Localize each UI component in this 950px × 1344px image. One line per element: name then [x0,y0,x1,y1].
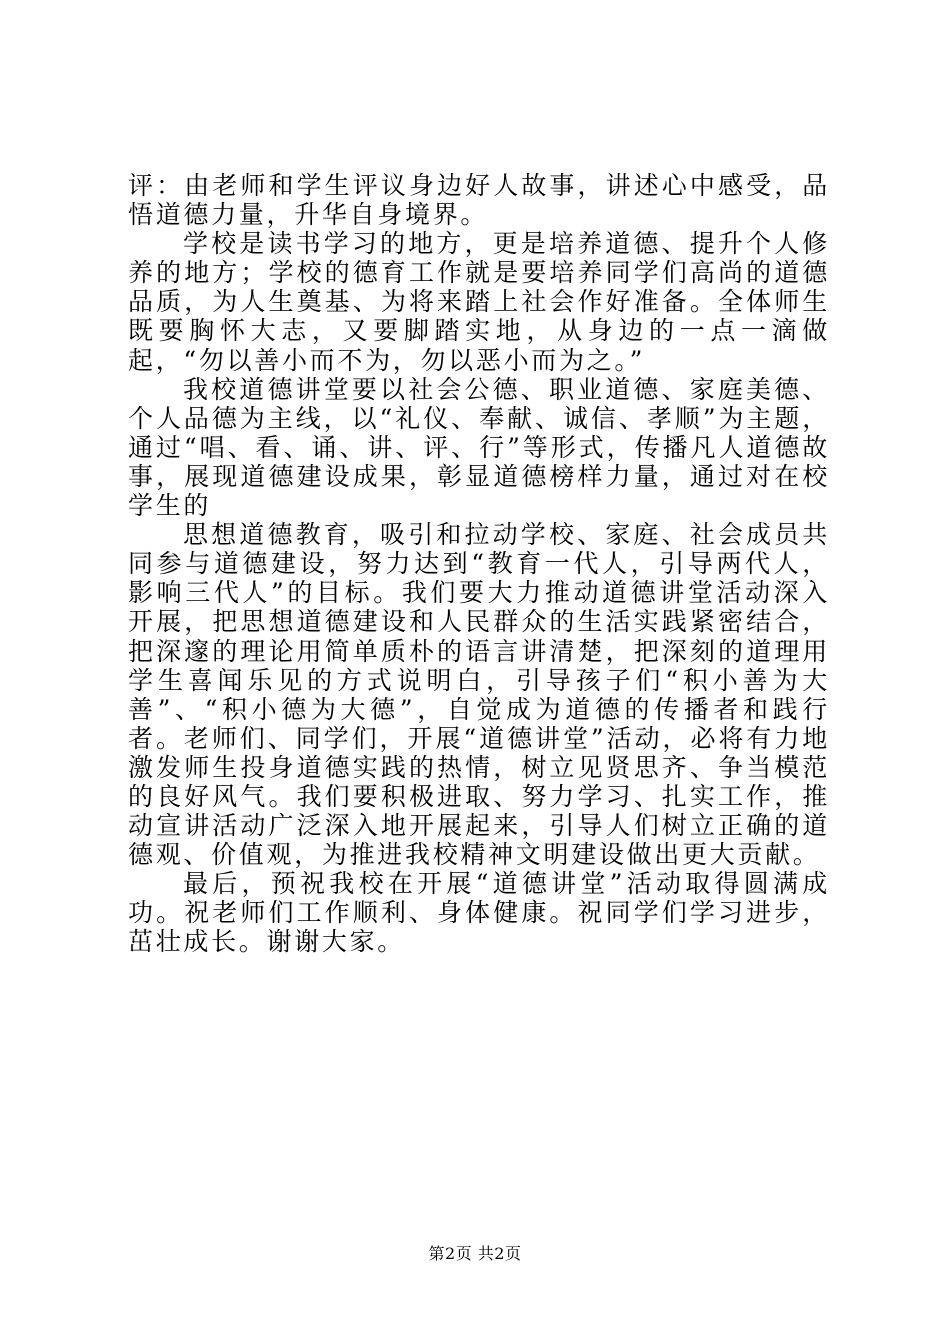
paragraph-2: 学校是读书学习的地方，更是培养道德、提升个人修养的地方；学校的德育工作就是要培养同学们高尚的道德品质，为人生奠基、为将来踏上社会作好准备。全体师生既要胸怀大志，又要脚踏实地，从身边的一点一滴做起，“勿以善小而不为，勿以恶小而为之。” [128,229,830,375]
paragraph-5: 最后，预祝我校在开展“道德讲堂”活动取得圆满成功。祝老师们工作顺利、身体健康。祝同学们学习进步，茁壮成长。谢谢大家。 [128,869,830,957]
paragraph-1: 评：由老师和学生评议身边好人故事，讲述心中感受，品悟道德力量，升华自身境界。 [128,171,830,230]
page-footer: 第2页 共2页 [428,1244,522,1263]
paragraph-4: 思想道德教育，吸引和拉动学校、家庭、社会成员共同参与道德建设，努力达到“教育一代人，引导两代人，影响三代人”的目标。我们要大力推动道德讲堂活动深入开展，把思想道德建设和人民群众的生活实践紧密结合，把深邃的理论用简单质朴的语言讲清楚，把深刻的道理用学生喜闻乐见的方式说明白，引导孩子们“积小善为大善”、“积小德为大德”，自觉成为道德的传播者和践行者。老师们、同学们，开展“道德讲堂”活动，必将有力地激发师生投身道德实践的热情，树立见贤思齐、争当模范的良好风气。我们要积极进取、努力学习、扎实工作，推动宣讲活动广泛深入地开展起来，引导人们树立正确的道德观、价值观，为推进我校精神文明建设做出更大贡献。 [128,520,830,870]
document-body [128,171,830,957]
paragraph-3: 我校道德讲堂要以社会公德、职业道德、家庭美德、个人品德为主线，以“礼仪、奉献、诚信、孝顺”为主题，通过“唱、看、诵、讲、评、行”等形式，传播凡人道德故事，展现道德建设成果，彰显道德榜样力量，通过对在校学生的 [128,374,830,521]
